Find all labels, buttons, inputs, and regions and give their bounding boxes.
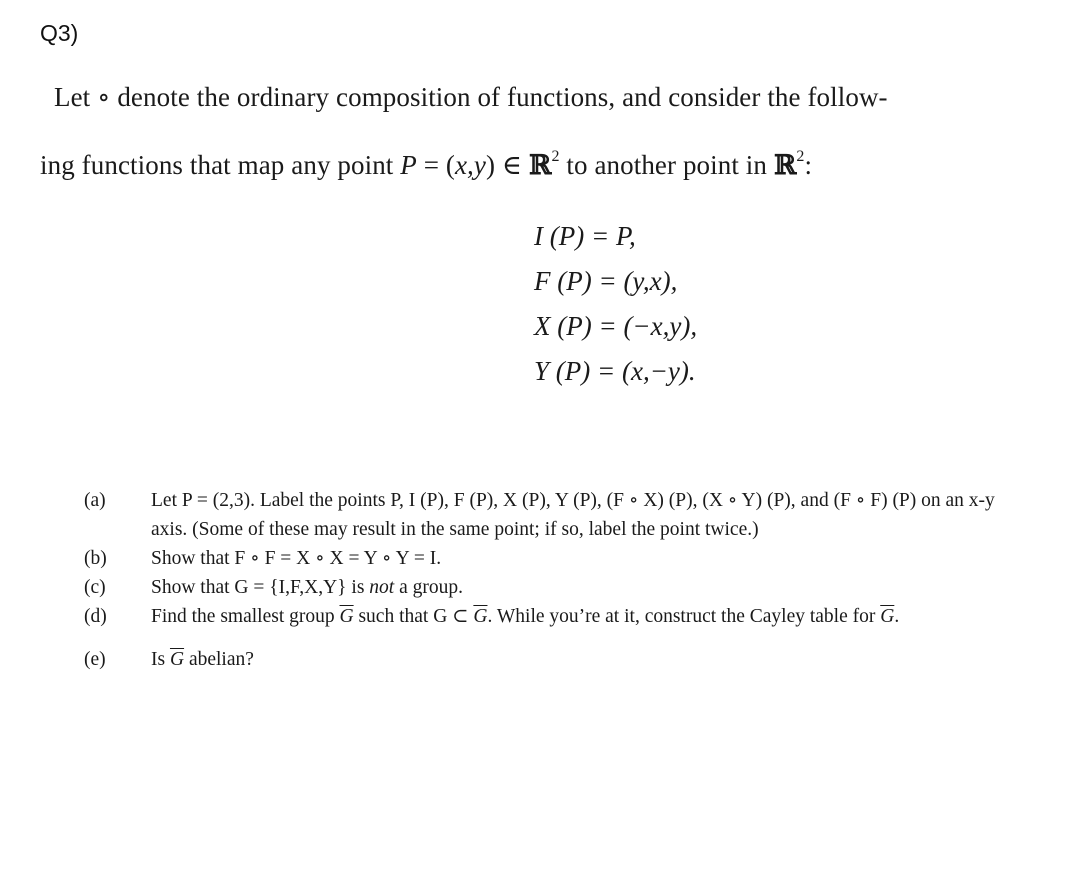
group-closure-symbol: $\overline{G}$	[339, 606, 354, 627]
point-variable: P	[400, 150, 417, 180]
equation-rhs: = (−x,y),	[591, 311, 698, 341]
part-text: Let P = (2,3). Label the points P, I (P), F (P), X (P), Y (P), (F ∘ X) (P), (X ∘ Y) (P), and (F ∘ F) (P) on an x-y axis. (Some of these may result in the same point; if so, label the point twice.)	[151, 490, 995, 540]
equation-X	[534, 304, 697, 349]
equation-rhs: = (y,x),	[591, 266, 678, 296]
part-text-segment: Show that G = {I,F,X,Y} is	[151, 577, 370, 598]
composition-symbol: ∘	[97, 82, 111, 112]
emphasis-not: not	[369, 577, 395, 598]
intro-text: Let	[54, 82, 98, 112]
part-text	[151, 602, 1004, 631]
intro-text: to another point in	[559, 150, 774, 180]
intro-text: :	[804, 150, 813, 180]
exponent: 2	[796, 148, 805, 165]
part-text-segment: such that G ⊂	[353, 606, 474, 627]
question-parts	[84, 486, 1004, 674]
group-closure-symbol: $\overline{G}$	[169, 649, 185, 670]
intro-text: ing functions that map any point	[40, 150, 401, 180]
part-letter: (a)	[84, 490, 106, 511]
equation-rhs: = (x,−y).	[590, 356, 696, 386]
intro-line-2	[40, 150, 812, 181]
part-text-segment: a group.	[394, 577, 463, 598]
part-letter: (d)	[84, 606, 107, 627]
part-text-segment: . While you’re at it, construct the Cayley table for	[487, 606, 881, 627]
part-text	[151, 573, 1004, 602]
group-closure-symbol: $\overline{G}$	[473, 606, 488, 627]
intro-line-1	[54, 82, 888, 113]
equation-lhs: I (P)	[534, 221, 585, 251]
equation-lhs: F (P)	[534, 266, 592, 296]
part-d	[84, 602, 1004, 631]
question-label: Q3)	[40, 20, 79, 46]
part-letter: (e)	[84, 649, 106, 670]
part-letter: (b)	[84, 548, 107, 569]
intro-text: = (	[416, 150, 455, 180]
part-text	[151, 645, 1004, 674]
part-text: Show that F ∘ F = X ∘ X = Y ∘ Y = I.	[151, 548, 442, 569]
equation-Y	[534, 349, 697, 394]
part-letter: (c)	[84, 577, 106, 598]
equation-lhs: Y (P)	[534, 356, 591, 386]
part-c	[84, 573, 1004, 602]
equation-lhs: X (P)	[534, 311, 592, 341]
exponent: 2	[551, 148, 560, 165]
reals-symbol: ℝ	[773, 150, 797, 181]
part-text-segment: Find the smallest group	[151, 606, 340, 627]
reals-symbol: ℝ	[528, 150, 552, 181]
equation-I	[534, 214, 697, 259]
group-closure-symbol: $\overline{G}$	[880, 606, 895, 627]
part-text-segment: abelian?	[184, 649, 254, 670]
coordinate-vars: x,y	[454, 150, 486, 180]
function-definitions	[534, 214, 697, 394]
equation-F	[534, 259, 697, 304]
part-a	[84, 486, 1004, 544]
intro-text: denote the ordinary composition of functions, and consider the follow-	[110, 82, 888, 112]
equation-rhs: = P,	[584, 221, 636, 251]
part-b	[84, 544, 1004, 573]
part-text-segment: .	[894, 606, 900, 627]
part-text-segment: Is	[151, 649, 170, 670]
intro-text: ) ∈	[486, 150, 529, 180]
part-e	[84, 645, 1004, 674]
